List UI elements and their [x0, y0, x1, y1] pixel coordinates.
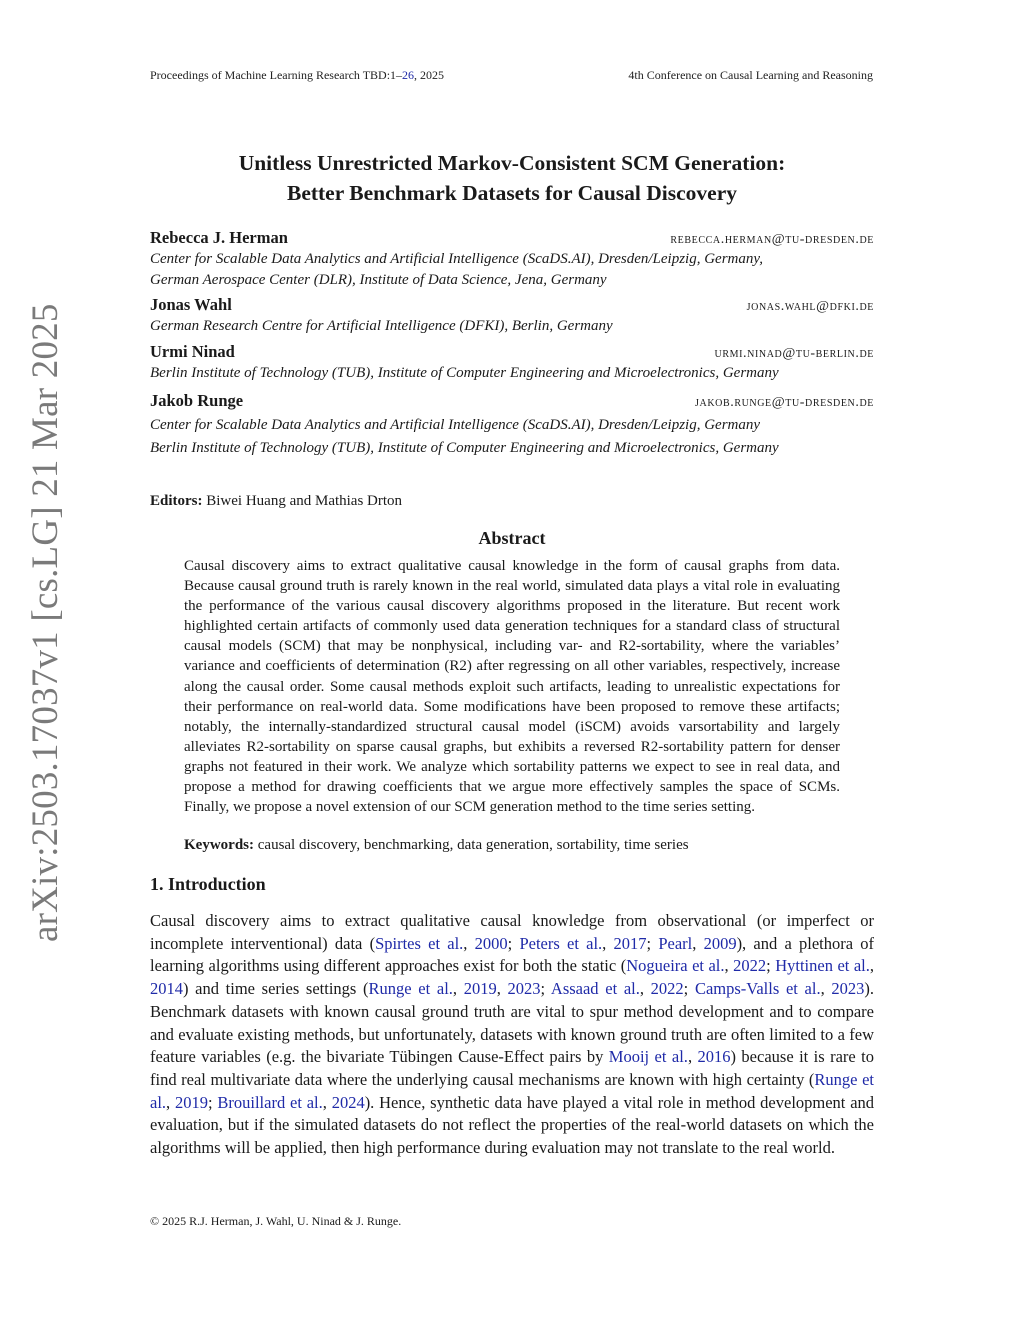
- intro-text-run: ,: [496, 979, 508, 999]
- citation-link[interactable]: 2022: [650, 979, 684, 999]
- paper-title: [150, 148, 874, 208]
- citation-link[interactable]: 2000: [474, 933, 508, 953]
- author-row: [150, 391, 874, 411]
- author-row: [150, 342, 874, 362]
- title-line-2: Better Benchmark Datasets for Causal Discovery: [286, 181, 738, 205]
- intro-text-run: ). Hence, synthetic data have played a vital role in method development and evaluation, but if the simulated datasets do not reflect the properties of the real-world datasets on which the algorithms will be applied, then high performance during evaluation may not translate to the real world.: [150, 1092, 875, 1158]
- intro-text-run: ;: [207, 1092, 218, 1112]
- intro-text-run: ), and a plethora of learning algorithms using different approaches exist for both the static (: [150, 933, 875, 976]
- citation-link[interactable]: 2017: [613, 933, 647, 953]
- intro-text-run: ) because it is rare to find real multivariate data where the underlying causal mechanisms are known with high certainty (: [150, 1047, 875, 1089]
- abstract-heading: Abstract: [478, 528, 546, 548]
- citation-link[interactable]: 2014: [150, 979, 183, 999]
- intro-text-run: ,: [322, 1092, 332, 1112]
- citation-link[interactable]: 2023: [507, 979, 541, 999]
- intro-text-run: ,: [639, 979, 651, 999]
- affiliation-line: German Research Centre for Artificial Intelligence (DFKI), Berlin, Germany: [150, 318, 613, 334]
- intro-text-run: ;: [507, 933, 520, 953]
- author-email[interactable]: rebecca.herman@tu-dresden.de: [670, 232, 874, 247]
- citation-link[interactable]: Brouillard et al.: [217, 1092, 323, 1112]
- intro-text-run: ;: [683, 979, 695, 999]
- citation-link[interactable]: Mooij et al.: [608, 1047, 688, 1067]
- arxiv-side-stamp: arXiv:2503.17037v1 [cs.LG] 21 Mar 2025: [25, 303, 66, 942]
- author-name: Rebecca J. Herman: [150, 228, 288, 247]
- affiliation-line: Center for Scalable Data Analytics and Artificial Intelligence (ScaDS.AI), Dresden/Leipzig, Germany,: [150, 251, 763, 267]
- author-email[interactable]: jakob.runge@tu-dresden.de: [695, 395, 874, 410]
- citation-link[interactable]: 2009: [703, 933, 737, 953]
- citation-link[interactable]: Runge et al.: [150, 1069, 874, 1112]
- citation-link[interactable]: 2023: [831, 979, 865, 999]
- citation-link[interactable]: Assaad et al.: [550, 979, 640, 999]
- author-email[interactable]: jonas.wahl@dfki.de: [746, 299, 874, 314]
- author-name: Jonas Wahl: [150, 295, 232, 314]
- author-affiliations: [150, 316, 874, 337]
- citation-link[interactable]: 2019: [463, 979, 497, 999]
- intro-text-run: ,: [692, 933, 704, 953]
- intro-text-run: ,: [869, 956, 875, 976]
- intro-text-run: Causal discovery aims to extract qualitative causal knowledge from observational (or imperfect or incomplete interventional) data (: [150, 911, 874, 953]
- abstract-text: Causal discovery aims to extract qualitative causal knowledge in the form of causal graphs from data. Because causal ground truth is rarely known in the real world, simulated data plays a vital role in evaluating the performance of the various causal discovery algorithms proposed in the literature. But recent work highlighted certain artifacts of commonly used data generation techniques for a standard class of structural causal models (SCM) that may be nonphysical, including var- and R2-sortability, where the variables’ variance and coefficients of determination (R2) after regressing on all other variables, respectively, increase along the causal order. Some causal methods exploit such artifacts, leading to unrealistic expectations for their performance on real-world data. Some modifications have been proposed to remove these artifacts; notably, the internally-standardized structural causal model (iSCM) avoids varsortability and largely alleviates R2-sortability on sparse causal graphs, but exhibits a reversed R2-sortability pattern for denser graphs not featured in their work. We analyze which sortability patterns we expect to see in real data, and propose a method for drawing coefficients that we argue more effectively samples the space of SCMs. Finally, we propose a novel extension of our SCM generation method to the time series setting.: [184, 558, 840, 816]
- intro-text-run: ,: [602, 933, 614, 953]
- section-heading-introduction: 1. Introduction: [150, 874, 266, 894]
- affiliation-line: Berlin Institute of Technology (TUB), Institute of Computer Engineering and Microelectronics, Germany: [150, 440, 779, 456]
- author-name: Urmi Ninad: [150, 342, 235, 361]
- author-affiliations: [150, 414, 874, 460]
- author-email[interactable]: urmi.ninad@tu-berlin.de: [714, 346, 874, 361]
- intro-text-run: ) and time series settings (: [183, 979, 369, 999]
- citation-link[interactable]: Peters et al.: [519, 933, 603, 953]
- keywords-line: [184, 837, 840, 854]
- intro-text-run: ;: [540, 979, 551, 999]
- author-row: [150, 228, 874, 248]
- author-row: [150, 295, 874, 315]
- citation-link[interactable]: 2016: [697, 1047, 731, 1067]
- copyright-footer: © 2025 R.J. Herman, J. Wahl, U. Ninad & J. Runge.: [150, 1214, 402, 1228]
- affiliation-line: German Aerospace Center (DLR), Institute of Data Science, Jena, Germany: [150, 272, 607, 288]
- keywords-label: Keywords:: [184, 837, 254, 853]
- intro-text-run: ,: [687, 1047, 698, 1067]
- intro-text-run: ,: [452, 979, 464, 999]
- page-count-link[interactable]: 26: [402, 68, 415, 82]
- citation-link[interactable]: 2019: [174, 1092, 208, 1112]
- affiliation-line: Center for Scalable Data Analytics and Artificial Intelligence (ScaDS.AI), Dresden/Leipzig, Germany: [150, 417, 761, 433]
- author-name: Jakob Runge: [150, 391, 244, 410]
- editors-label: Editors:: [150, 493, 203, 509]
- intro-text-run: ,: [166, 1092, 175, 1112]
- editors-names: Biwei Huang and Mathias Drton: [206, 493, 403, 509]
- citation-link[interactable]: Spirtes et al.: [375, 933, 464, 953]
- citation-link[interactable]: Nogueira et al.: [626, 956, 725, 976]
- proceedings-label: Proceedings of Machine Learning Research TBD:1–: [150, 68, 403, 82]
- citation-link[interactable]: Camps-Valls et al.: [694, 979, 821, 999]
- intro-text-run: ;: [646, 933, 659, 953]
- intro-text-run: ;: [766, 956, 776, 976]
- citation-link[interactable]: Runge et al.: [368, 979, 453, 999]
- running-header-left: [150, 68, 444, 83]
- keywords-text: causal discovery, benchmarking, data generation, sortability, time series: [257, 837, 689, 853]
- introduction-paragraph: [150, 910, 874, 1160]
- editors-line: [150, 493, 402, 510]
- running-header-right: 4th Conference on Causal Learning and Reasoning: [628, 68, 873, 82]
- intro-text-run: ,: [463, 933, 475, 953]
- citation-link[interactable]: Hyttinen et al.: [775, 956, 870, 976]
- affiliation-line: Berlin Institute of Technology (TUB), Institute of Computer Engineering and Microelectronics, Germany: [150, 365, 779, 381]
- intro-text-run: ,: [820, 979, 832, 999]
- author-affiliations: [150, 249, 874, 291]
- proceedings-year: , 2025: [414, 68, 445, 82]
- citation-link[interactable]: 2022: [733, 956, 767, 976]
- intro-text-run: ,: [724, 956, 734, 976]
- title-line-1: Unitless Unrestricted Markov-Consistent SCM Generation:: [238, 151, 786, 175]
- author-affiliations: [150, 363, 874, 384]
- citation-link[interactable]: Pearl: [658, 933, 693, 953]
- citation-link[interactable]: 2024: [331, 1092, 365, 1112]
- intro-text-run: ). Benchmark datasets with known causal ground truth are vital to spur method development and to compare and evaluate existing methods, but unfortunately, datasets with known ground truth are often limited to a few feature variables (e.g. the bivariate Tübingen Cause-Effect pairs by: [150, 979, 875, 1067]
